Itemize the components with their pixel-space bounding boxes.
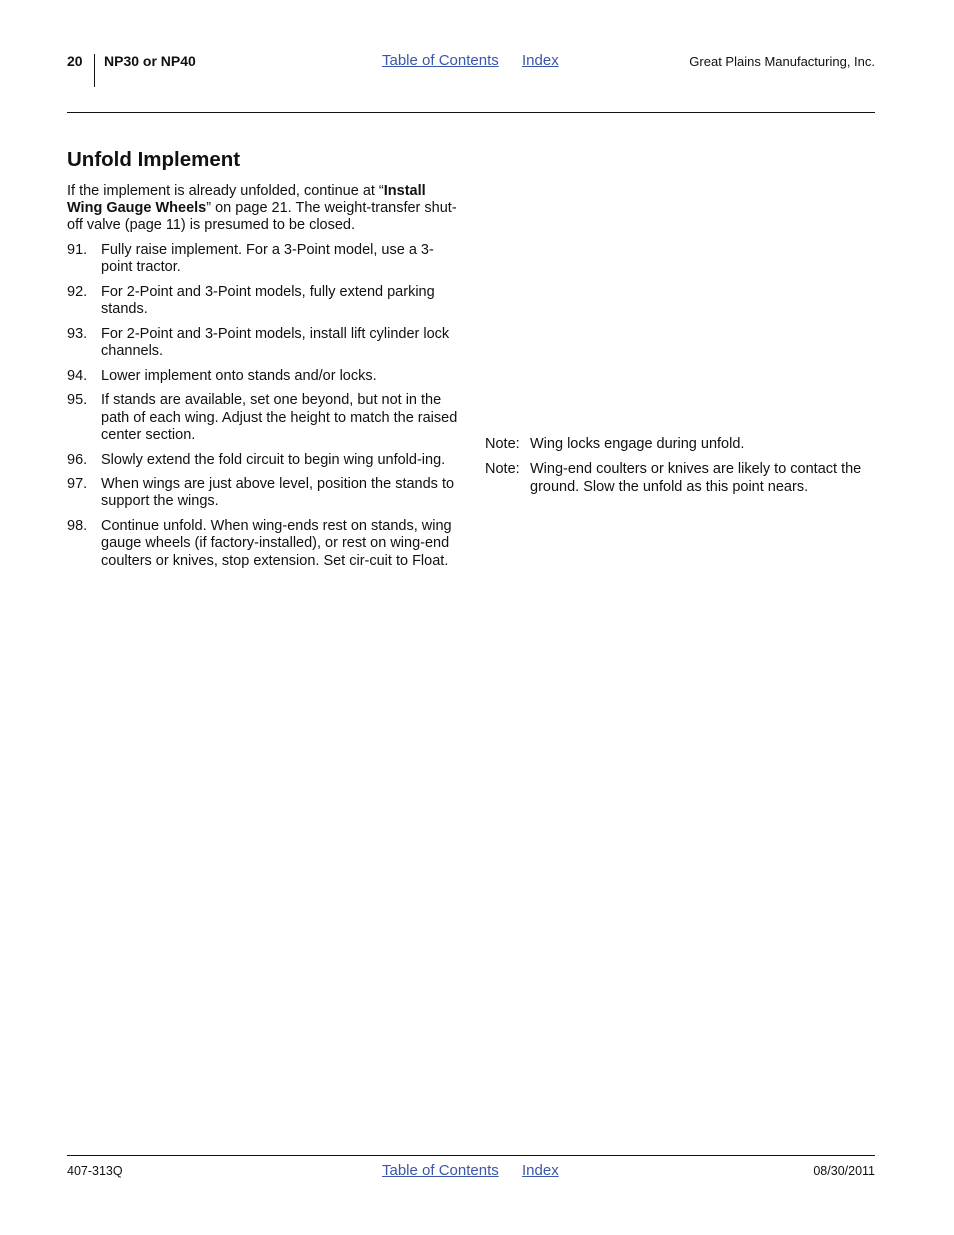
header-toc-link[interactable]: Table of Contents (382, 52, 499, 69)
note-item (485, 461, 875, 496)
step-number: 97. (67, 476, 88, 493)
intro-before: If the implement is already unfolded, continue at “ (67, 183, 384, 199)
step-number: 91. (67, 242, 88, 258)
list-item (67, 392, 459, 444)
step-text: Lower implement onto stands and/or locks. (101, 367, 377, 384)
step-list (67, 242, 459, 577)
step-number: 94. (67, 367, 88, 384)
page-number: 20 (67, 53, 83, 69)
step-number: 96. (67, 451, 88, 468)
header-rule (67, 112, 875, 113)
intro-after: ” on page 21. The weight-transfer shut-off valve (page 11) is presumed to be closed. (67, 200, 457, 233)
step-text: Continue unfold. When wing-ends rest on stands, wing gauge wheels (if factory-installed), or rest on wing-end coulters or knives, stop extension. Set cir-cuit to Float. (101, 518, 452, 569)
step-text: Slowly extend the fold circuit to begin wing unfold-ing. (101, 451, 446, 468)
list-item (67, 368, 459, 385)
header-divider (94, 54, 95, 87)
list-item (67, 452, 459, 469)
list-item (67, 476, 459, 510)
step-text: If stands are available, set one beyond, but not in the path of each wing. Adjust the height to match the raised center section. (101, 392, 458, 443)
header-index-link[interactable]: Index (522, 52, 559, 69)
note-item (485, 436, 875, 454)
step-text: For 2-Point and 3-Point models, install lift cylinder lock channels. (101, 325, 450, 360)
step-number: 92. (67, 283, 88, 300)
footer-index-link[interactable]: Index (522, 1162, 559, 1179)
publish-date: 08/30/2011 (813, 1164, 875, 1178)
footer-toc-link[interactable]: Table of Contents (382, 1162, 499, 1179)
intro-reference: Install Wing Gauge Wheels (67, 183, 426, 216)
note-label: Note: (485, 461, 520, 477)
note-text: Wing locks engage during unfold. (530, 436, 745, 452)
list-item (67, 518, 459, 570)
step-text: For 2-Point and 3-Point models, fully extend parking stands. (101, 283, 435, 318)
list-item (67, 284, 459, 318)
step-text: Fully raise implement. For a 3-Point model, use a 3-point tractor. (101, 242, 434, 276)
list-item (67, 242, 459, 276)
intro-paragraph (67, 183, 459, 234)
note-text: Wing-end coulters or knives are likely to contact the ground. Slow the unfold as this point nears. (530, 461, 862, 495)
step-text: When wings are just above level, position the stands to support the wings. (101, 476, 455, 510)
step-number: 98. (67, 518, 88, 535)
footer-rule (67, 1155, 875, 1156)
model-title: NP30 or NP40 (104, 53, 196, 69)
note-label: Note: (485, 436, 520, 452)
company-name: Great Plains Manufacturing, Inc. (689, 54, 875, 69)
step-number: 93. (67, 325, 88, 342)
section-title: Unfold Implement (67, 148, 241, 171)
doc-number: 407-313Q (67, 1164, 123, 1178)
notes-block (485, 436, 875, 504)
list-item (67, 326, 459, 360)
step-number: 95. (67, 392, 88, 409)
